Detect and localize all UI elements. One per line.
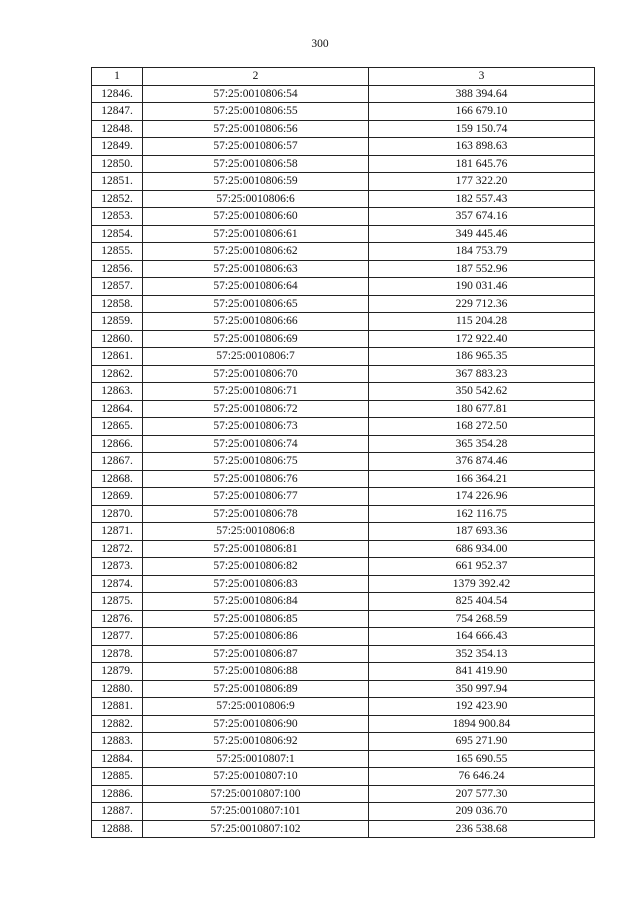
row-number-cell: 12851.	[92, 173, 143, 191]
row-number-cell: 12866.	[92, 435, 143, 453]
row-number-cell: 12853.	[92, 208, 143, 226]
row-number-cell: 12873.	[92, 558, 143, 576]
cadastral-value-cell: 825 404.54	[369, 593, 595, 611]
cadastral-value-cell: 166 679.10	[369, 103, 595, 121]
row-number-cell: 12884.	[92, 750, 143, 768]
cadastral-value-cell: 115 204.28	[369, 313, 595, 331]
cadastral-value-cell: 182 557.43	[369, 190, 595, 208]
table-body	[92, 85, 595, 838]
cadastral-number-cell: 57:25:0010806:89	[143, 680, 369, 698]
cadastral-number-cell: 57:25:0010806:83	[143, 575, 369, 593]
table-row	[92, 208, 595, 226]
table-row	[92, 225, 595, 243]
cadastral-number-cell: 57:25:0010806:6	[143, 190, 369, 208]
table-row	[92, 138, 595, 156]
row-number-cell: 12885.	[92, 768, 143, 786]
row-number-cell: 12862.	[92, 365, 143, 383]
cadastral-number-cell: 57:25:0010806:76	[143, 470, 369, 488]
table-row	[92, 785, 595, 803]
cadastral-number-cell: 57:25:0010807:100	[143, 785, 369, 803]
row-number-cell: 12875.	[92, 593, 143, 611]
row-number-cell: 12888.	[92, 820, 143, 838]
table-row	[92, 645, 595, 663]
row-number-cell: 12880.	[92, 680, 143, 698]
data-table	[91, 67, 595, 838]
cadastral-number-cell: 57:25:0010806:88	[143, 663, 369, 681]
cadastral-number-cell: 57:25:0010806:87	[143, 645, 369, 663]
cadastral-value-cell: 172 922.40	[369, 330, 595, 348]
cadastral-value-cell: 184 753.79	[369, 243, 595, 261]
row-number-cell: 12849.	[92, 138, 143, 156]
table-row	[92, 173, 595, 191]
table-row	[92, 295, 595, 313]
cadastral-number-cell: 57:25:0010807:102	[143, 820, 369, 838]
cadastral-value-cell: 695 271.90	[369, 733, 595, 751]
row-number-cell: 12847.	[92, 103, 143, 121]
table-row	[92, 750, 595, 768]
table-row	[92, 260, 595, 278]
row-number-cell: 12870.	[92, 505, 143, 523]
cadastral-value-cell: 754 268.59	[369, 610, 595, 628]
row-number-cell: 12879.	[92, 663, 143, 681]
cadastral-value-cell: 1379 392.42	[369, 575, 595, 593]
cadastral-number-cell: 57:25:0010807:101	[143, 803, 369, 821]
page-number: 300	[311, 38, 329, 50]
cadastral-value-cell: 181 645.76	[369, 155, 595, 173]
cadastral-number-cell: 57:25:0010806:58	[143, 155, 369, 173]
cadastral-value-cell: 376 874.46	[369, 453, 595, 471]
table-row	[92, 663, 595, 681]
table-row	[92, 400, 595, 418]
row-number-cell: 12869.	[92, 488, 143, 506]
cadastral-value-cell: 180 677.81	[369, 400, 595, 418]
cadastral-number-cell: 57:25:0010807:1	[143, 750, 369, 768]
cadastral-value-cell: 207 577.30	[369, 785, 595, 803]
table-row	[92, 768, 595, 786]
table-row	[92, 523, 595, 541]
cadastral-number-cell: 57:25:0010806:78	[143, 505, 369, 523]
row-number-cell: 12877.	[92, 628, 143, 646]
row-number-cell: 12854.	[92, 225, 143, 243]
row-number-cell: 12868.	[92, 470, 143, 488]
table-header	[92, 68, 595, 86]
row-number-cell: 12858.	[92, 295, 143, 313]
cadastral-value-cell: 229 712.36	[369, 295, 595, 313]
cadastral-value-cell: 350 542.62	[369, 383, 595, 401]
row-number-cell: 12852.	[92, 190, 143, 208]
table-row	[92, 120, 595, 138]
cadastral-value-cell: 76 646.24	[369, 768, 595, 786]
row-number-cell: 12886.	[92, 785, 143, 803]
table-row	[92, 365, 595, 383]
cadastral-value-cell: 349 445.46	[369, 225, 595, 243]
cadastral-value-cell: 350 997.94	[369, 680, 595, 698]
row-number-cell: 12874.	[92, 575, 143, 593]
cadastral-number-cell: 57:25:0010806:70	[143, 365, 369, 383]
cadastral-value-cell: 367 883.23	[369, 365, 595, 383]
table-row	[92, 330, 595, 348]
cadastral-number-cell: 57:25:0010806:77	[143, 488, 369, 506]
row-number-cell: 12864.	[92, 400, 143, 418]
row-number-cell: 12848.	[92, 120, 143, 138]
cadastral-number-cell: 57:25:0010806:56	[143, 120, 369, 138]
cadastral-value-cell: 163 898.63	[369, 138, 595, 156]
column-header-2: 2	[143, 68, 369, 86]
table-row	[92, 85, 595, 103]
table-row	[92, 698, 595, 716]
cadastral-value-cell: 661 952.37	[369, 558, 595, 576]
cadastral-number-cell: 57:25:0010807:10	[143, 768, 369, 786]
cadastral-value-cell: 174 226.96	[369, 488, 595, 506]
cadastral-number-cell: 57:25:0010806:71	[143, 383, 369, 401]
cadastral-number-cell: 57:25:0010806:57	[143, 138, 369, 156]
cadastral-value-cell: 186 965.35	[369, 348, 595, 366]
table-row	[92, 103, 595, 121]
row-number-cell: 12857.	[92, 278, 143, 296]
cadastral-value-cell: 187 552.96	[369, 260, 595, 278]
row-number-cell: 12850.	[92, 155, 143, 173]
column-header-1: 1	[92, 68, 143, 86]
cadastral-value-cell: 190 031.46	[369, 278, 595, 296]
cadastral-number-cell: 57:25:0010806:81	[143, 540, 369, 558]
cadastral-number-cell: 57:25:0010806:59	[143, 173, 369, 191]
row-number-cell: 12863.	[92, 383, 143, 401]
cadastral-number-cell: 57:25:0010806:9	[143, 698, 369, 716]
cadastral-number-cell: 57:25:0010806:8	[143, 523, 369, 541]
cadastral-number-cell: 57:25:0010806:66	[143, 313, 369, 331]
table-row	[92, 278, 595, 296]
row-number-cell: 12881.	[92, 698, 143, 716]
row-number-cell: 12878.	[92, 645, 143, 663]
column-header-3: 3	[369, 68, 595, 86]
cadastral-value-cell: 192 423.90	[369, 698, 595, 716]
cadastral-value-cell: 357 674.16	[369, 208, 595, 226]
table-row	[92, 488, 595, 506]
table-row	[92, 715, 595, 733]
table-row	[92, 575, 595, 593]
row-number-cell: 12865.	[92, 418, 143, 436]
cadastral-value-cell: 159 150.74	[369, 120, 595, 138]
table-row	[92, 418, 595, 436]
cadastral-number-cell: 57:25:0010806:85	[143, 610, 369, 628]
cadastral-number-cell: 57:25:0010806:82	[143, 558, 369, 576]
row-number-cell: 12871.	[92, 523, 143, 541]
cadastral-value-cell: 388 394.64	[369, 85, 595, 103]
row-number-cell: 12872.	[92, 540, 143, 558]
header-row	[92, 68, 595, 86]
cadastral-number-cell: 57:25:0010806:74	[143, 435, 369, 453]
cadastral-value-cell: 187 693.36	[369, 523, 595, 541]
cadastral-number-cell: 57:25:0010806:86	[143, 628, 369, 646]
cadastral-value-cell: 841 419.90	[369, 663, 595, 681]
table-row	[92, 435, 595, 453]
cadastral-number-cell: 57:25:0010806:62	[143, 243, 369, 261]
table-row	[92, 243, 595, 261]
row-number-cell: 12887.	[92, 803, 143, 821]
table-row	[92, 803, 595, 821]
cadastral-value-cell: 365 354.28	[369, 435, 595, 453]
table-row	[92, 470, 595, 488]
cadastral-number-cell: 57:25:0010806:75	[143, 453, 369, 471]
cadastral-number-cell: 57:25:0010806:54	[143, 85, 369, 103]
row-number-cell: 12867.	[92, 453, 143, 471]
table-row	[92, 540, 595, 558]
table-row	[92, 190, 595, 208]
table-row	[92, 680, 595, 698]
row-number-cell: 12846.	[92, 85, 143, 103]
cadastral-value-cell: 352 354.13	[369, 645, 595, 663]
table-row	[92, 610, 595, 628]
cadastral-value-cell: 686 934.00	[369, 540, 595, 558]
table-row	[92, 505, 595, 523]
table-row	[92, 383, 595, 401]
cadastral-value-cell: 164 666.43	[369, 628, 595, 646]
table-row	[92, 453, 595, 471]
row-number-cell: 12883.	[92, 733, 143, 751]
cadastral-number-cell: 57:25:0010806:65	[143, 295, 369, 313]
table-row	[92, 155, 595, 173]
cadastral-number-cell: 57:25:0010806:92	[143, 733, 369, 751]
cadastral-number-cell: 57:25:0010806:73	[143, 418, 369, 436]
cadastral-value-cell: 1894 900.84	[369, 715, 595, 733]
table-row	[92, 348, 595, 366]
cadastral-value-cell: 162 116.75	[369, 505, 595, 523]
cadastral-value-cell: 209 036.70	[369, 803, 595, 821]
row-number-cell: 12856.	[92, 260, 143, 278]
cadastral-number-cell: 57:25:0010806:90	[143, 715, 369, 733]
row-number-cell: 12859.	[92, 313, 143, 331]
cadastral-value-cell: 177 322.20	[369, 173, 595, 191]
table-row	[92, 313, 595, 331]
cadastral-number-cell: 57:25:0010806:63	[143, 260, 369, 278]
cadastral-value-cell: 236 538.68	[369, 820, 595, 838]
cadastral-number-cell: 57:25:0010806:7	[143, 348, 369, 366]
row-number-cell: 12882.	[92, 715, 143, 733]
table-row	[92, 733, 595, 751]
row-number-cell: 12861.	[92, 348, 143, 366]
row-number-cell: 12876.	[92, 610, 143, 628]
cadastral-value-cell: 168 272.50	[369, 418, 595, 436]
cadastral-number-cell: 57:25:0010806:84	[143, 593, 369, 611]
cadastral-number-cell: 57:25:0010806:64	[143, 278, 369, 296]
cadastral-number-cell: 57:25:0010806:69	[143, 330, 369, 348]
cadastral-number-cell: 57:25:0010806:55	[143, 103, 369, 121]
row-number-cell: 12855.	[92, 243, 143, 261]
cadastral-number-cell: 57:25:0010806:61	[143, 225, 369, 243]
cadastral-value-cell: 166 364.21	[369, 470, 595, 488]
table-row	[92, 558, 595, 576]
cadastral-value-cell: 165 690.55	[369, 750, 595, 768]
table-row	[92, 820, 595, 838]
cadastral-number-cell: 57:25:0010806:72	[143, 400, 369, 418]
table-row	[92, 628, 595, 646]
table-row	[92, 593, 595, 611]
row-number-cell: 12860.	[92, 330, 143, 348]
cadastral-number-cell: 57:25:0010806:60	[143, 208, 369, 226]
